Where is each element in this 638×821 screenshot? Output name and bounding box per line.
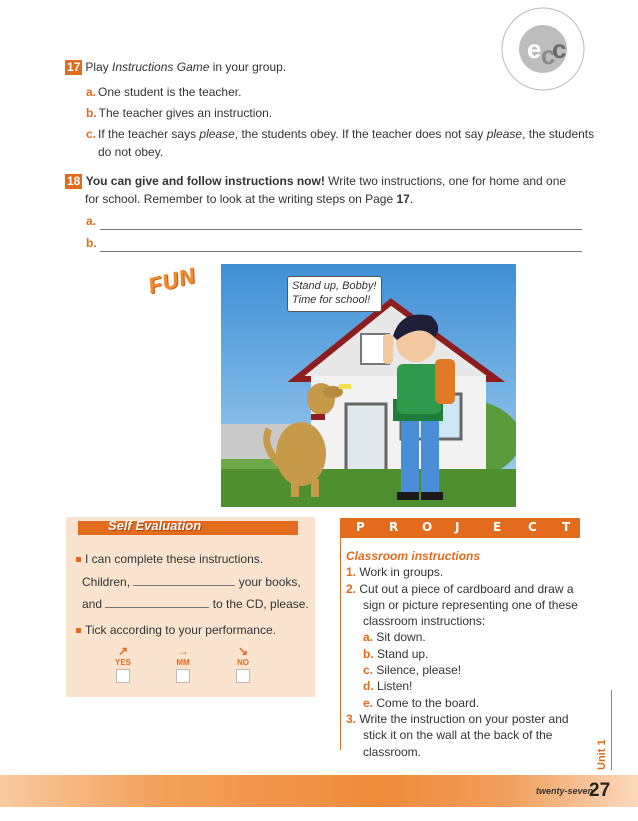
self-evaluation-title: Self Evaluation bbox=[108, 518, 202, 533]
project-step-1: 1. Work in groups. bbox=[346, 565, 444, 580]
speech-bubble: Stand up, Bobby! Time for school! bbox=[287, 276, 382, 312]
thumb-up-icon: ↗ bbox=[117, 644, 129, 658]
unit-rule bbox=[611, 690, 612, 770]
self-eval-item-2: Tick according to your performance. bbox=[76, 622, 316, 639]
project-option: b. Stand up. bbox=[363, 646, 429, 661]
ex17-text: Play Instructions Game in your group. bbox=[85, 60, 287, 74]
project-option: d. Listen! bbox=[363, 679, 413, 694]
thumb-side-icon: → bbox=[177, 644, 189, 658]
answer-b-label: b. bbox=[86, 236, 97, 250]
project-letter: P bbox=[356, 520, 365, 534]
tick-no[interactable]: ↘ NO bbox=[226, 644, 260, 683]
self-eval-blank-line-2: and to the CD, please. bbox=[82, 597, 309, 611]
checkbox-yes[interactable] bbox=[116, 669, 130, 683]
project-option: e. Come to the board. bbox=[363, 695, 480, 710]
answer-a-line[interactable] bbox=[100, 229, 582, 230]
project-step-3: 3. Write the instruction on your poster and bbox=[346, 711, 569, 726]
project-heading: Classroom instructions bbox=[346, 549, 481, 563]
project-letter: E bbox=[493, 520, 502, 534]
project-letter: C bbox=[528, 520, 537, 534]
ex17-item-c: c. If the teacher says please, the students obey. If the teacher does not say please, the students do not obey. bbox=[86, 127, 595, 159]
bullet-icon bbox=[76, 557, 81, 562]
ex17-item-a: a. One student is the teacher. bbox=[86, 85, 242, 99]
thumb-down-icon: ↘ bbox=[237, 644, 249, 658]
answer-a-label: a. bbox=[86, 214, 97, 228]
project-option: c. Silence, please! bbox=[363, 663, 462, 678]
project-letter: T bbox=[562, 520, 571, 534]
blank-1[interactable] bbox=[133, 574, 235, 586]
project-letter: O bbox=[422, 520, 433, 534]
project-banner bbox=[340, 518, 580, 538]
unit-label: Unit 1 bbox=[596, 739, 608, 770]
fun-label: FUN bbox=[145, 262, 199, 299]
self-eval-item-1: I can complete these instructions. bbox=[76, 551, 316, 568]
svg-text:c: c bbox=[541, 40, 556, 70]
self-evaluation-header bbox=[66, 517, 315, 539]
project-letter: R bbox=[389, 520, 399, 534]
blank-2[interactable] bbox=[105, 596, 209, 608]
tick-mm[interactable]: → MM bbox=[166, 644, 200, 683]
answer-b-line[interactable] bbox=[100, 251, 582, 252]
ex17-item-b: b. The teacher gives an instruction. bbox=[86, 106, 273, 120]
project-option: a. Sit down. bbox=[363, 630, 426, 645]
exercise-number: 17 bbox=[67, 60, 81, 74]
project-instructions: Classroom instructions 1. Work in groups. 2. Cut out a piece of cardboard and draw a sign or picture representing one of these classroom instructions: a. Sit down. b. Stand up. c. Silence, please! d. Listen! e. Come to the board. 3. Write the instruction on your poster and stick it on the wall at the back of the classroom. bbox=[346, 548, 586, 760]
svg-text:c: c bbox=[552, 34, 567, 64]
bullet-icon bbox=[76, 628, 81, 633]
project-step-2: 2. Cut out a piece of cardboard and draw a bbox=[346, 581, 574, 596]
exercise-number: 18 bbox=[67, 174, 81, 188]
tick-yes[interactable]: ↗ YES bbox=[106, 644, 140, 683]
exercise-17 bbox=[65, 57, 605, 77]
project-divider bbox=[340, 538, 341, 750]
project-letter: J bbox=[455, 520, 460, 534]
page-number: 27 bbox=[589, 780, 611, 801]
page-number-words: twenty-seven bbox=[536, 786, 594, 796]
checkbox-mm[interactable] bbox=[176, 669, 190, 683]
ministry-seal bbox=[500, 6, 586, 92]
exercise-18: 18 You can give and follow instructions now! Write two instructions, one for home and one for school. Remember to look at the writing steps on Page 17. bbox=[67, 174, 567, 206]
self-eval-blank-line-1: Children, your books, bbox=[82, 575, 301, 589]
checkbox-no[interactable] bbox=[236, 669, 250, 683]
svg-text:e: e bbox=[527, 34, 542, 64]
